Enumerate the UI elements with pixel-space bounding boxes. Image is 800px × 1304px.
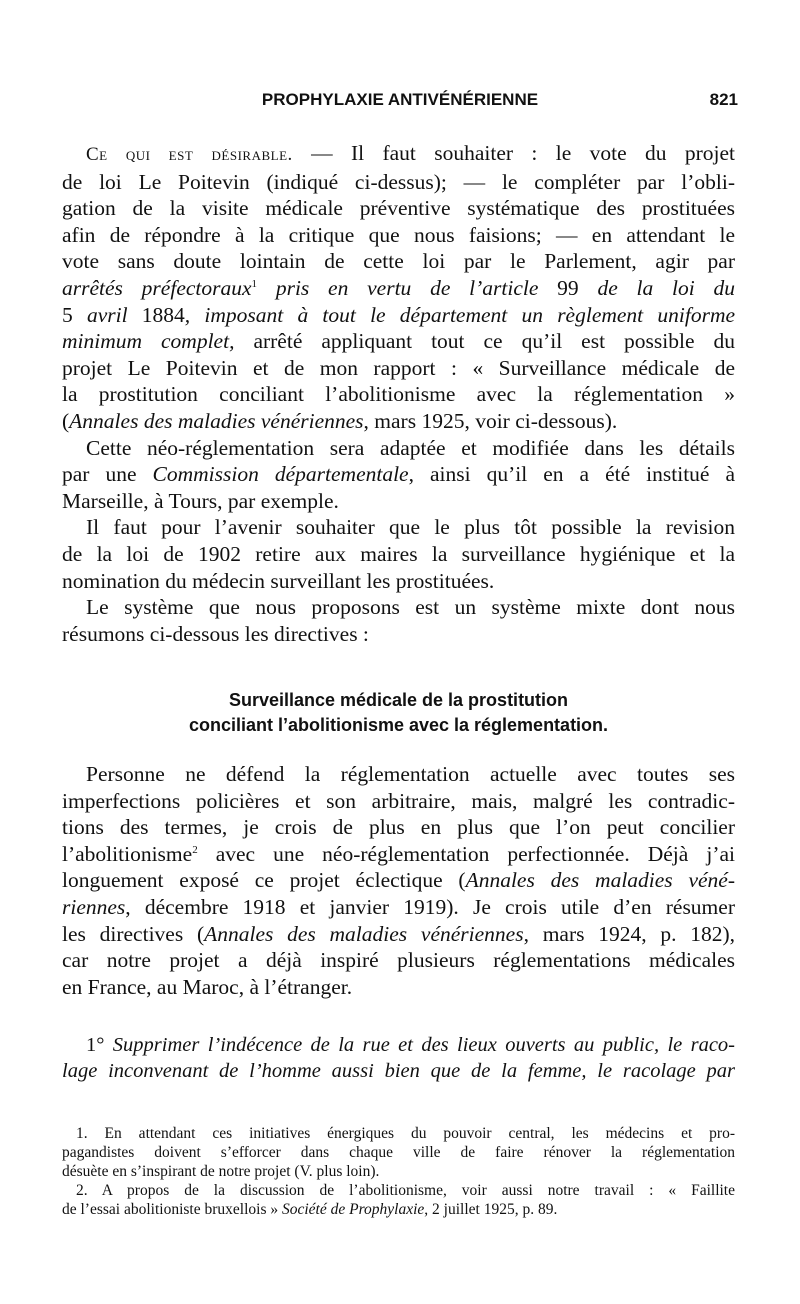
paragraph-line: gation de la visite médicale préventive systématique des prostituées — [62, 196, 735, 221]
paragraph-line: 5 avril 1884, imposant à tout le département un règlement uniforme — [62, 302, 736, 327]
paragraph-line: Il faut pour l’avenir souhaiter que le plus tôt possible la revision — [86, 515, 735, 540]
running-title: PROPHYLAXIE ANTIVÉNÉRIENNE — [261, 90, 539, 109]
footnote-line: de l’essai abolitioniste bruxellois » Société de Prophylaxie, 2 juillet 1925, p. 89. — [62, 1201, 558, 1218]
paragraph-line: tions des termes, je crois de plus en plus que l’on peut concilier — [62, 815, 735, 840]
paragraph-line: par une Commission départementale, ainsi qu’il en a été institué à — [62, 462, 736, 487]
paragraph-line: de loi Le Poitevin (indiqué ci-dessus); — le compléter par l’obli- — [62, 169, 735, 194]
paragraph-line: imperfections policières et son arbitraire, mais, malgré les contradic- — [62, 788, 735, 813]
running-head — [62, 90, 738, 114]
paragraph-line: Le système que nous proposons est un système mixte dont nous — [86, 595, 735, 620]
page-number: 821 — [709, 90, 738, 109]
paragraph-line: Ce qui est désirable. — Il faut souhaiter : le vote du projet — [86, 141, 735, 165]
paragraph-line: Cette néo-réglementation sera adaptée et modifiée dans les détails — [86, 435, 735, 460]
footnote-marker: 1 — [251, 277, 258, 290]
paragraph-line: afin de répondre à la critique que nous faisions; — en attendant le — [62, 222, 735, 247]
paragraph-line: arrêtés préfectoraux$^1$ pris en vertu de l’article 99 de la loi du — [62, 275, 736, 300]
paragraph-line: riennes, décembre 1918 et janvier 1919). Je crois utile d’en résumer — [62, 894, 735, 919]
body-text-upper — [62, 140, 735, 647]
numbered-directive — [62, 1032, 735, 1084]
paragraph-line: nomination du médecin surveillant les prostituées. — [62, 568, 495, 593]
paragraph-line: Personne ne défend la réglementation actuelle avec toutes ses — [86, 762, 735, 786]
paragraph-line: (Annales des maladies vénériennes, mars 1925, voir ci-dessous). — [62, 408, 618, 433]
footnote-marker: 2 — [192, 843, 198, 856]
paragraph-line: car notre projet a déjà inspiré plusieurs réglementations médicales — [62, 948, 735, 973]
paragraph-line: en France, au Maroc, à l’étranger. — [62, 974, 353, 999]
paragraph-line: lage inconvenant de l’homme aussi bien que de la femme, le racolage par — [62, 1060, 735, 1082]
paragraph-line: résumons ci-dessous les directives : — [62, 621, 369, 646]
paragraph-line: l’abolitionisme$^2$ avec une néo-réglementation perfectionnée. Déjà j’ai — [62, 841, 735, 866]
paragraph-line: de la loi de 1902 retire aux maires la surveillance hygiénique et la — [62, 541, 735, 566]
section-heading-line: conciliant l’abolitionisme avec la réglementation. — [188, 715, 609, 735]
body-text-lower — [62, 761, 735, 1000]
paragraph-line: vote sans doute lointain de cette loi par le Parlement, agir par — [62, 249, 735, 274]
paragraph-line: projet Le Poitevin et de mon rapport : « Surveillance médicale de — [62, 355, 735, 380]
section-heading-line: Surveillance médicale de la prostitution — [228, 690, 569, 710]
footnotes — [62, 1124, 735, 1219]
section-heading — [62, 688, 735, 738]
paragraph-line: la prostitution conciliant l’abolitionisme avec la réglementation » — [62, 382, 735, 407]
paragraph-line: Marseille, à Tours, par exemple. — [62, 488, 339, 513]
paragraph-line: les directives (Annales des maladies vénériennes, mars 1924, p. 182), — [62, 921, 736, 946]
paragraph-line: minimum complet, arrêté appliquant tout ce qu’il est possible du — [62, 329, 735, 354]
paragraph-lead: Ce qui est désirable. — [86, 144, 293, 165]
paragraph-line: longuement exposé ce projet éclectique (Annales des maladies véné- — [62, 868, 735, 893]
footnote-line: pagandistes doivent s’efforcer dans chaque ville de faire rénover la réglementation — [62, 1144, 735, 1161]
footnote-line: 2. A propos de la discussion de l’abolitionisme, voir aussi notre travail : « Faillite — [76, 1182, 735, 1199]
footnote-line: 1. En attendant ces initiatives énergiques du pouvoir central, les médecins et pro- — [76, 1125, 735, 1142]
footnote-line: désuète en s’inspirant de notre projet (V. plus loin). — [62, 1163, 380, 1180]
paragraph-line: 1° Supprimer l’indécence de la rue et des lieux ouverts au public, le raco- — [86, 1034, 735, 1056]
